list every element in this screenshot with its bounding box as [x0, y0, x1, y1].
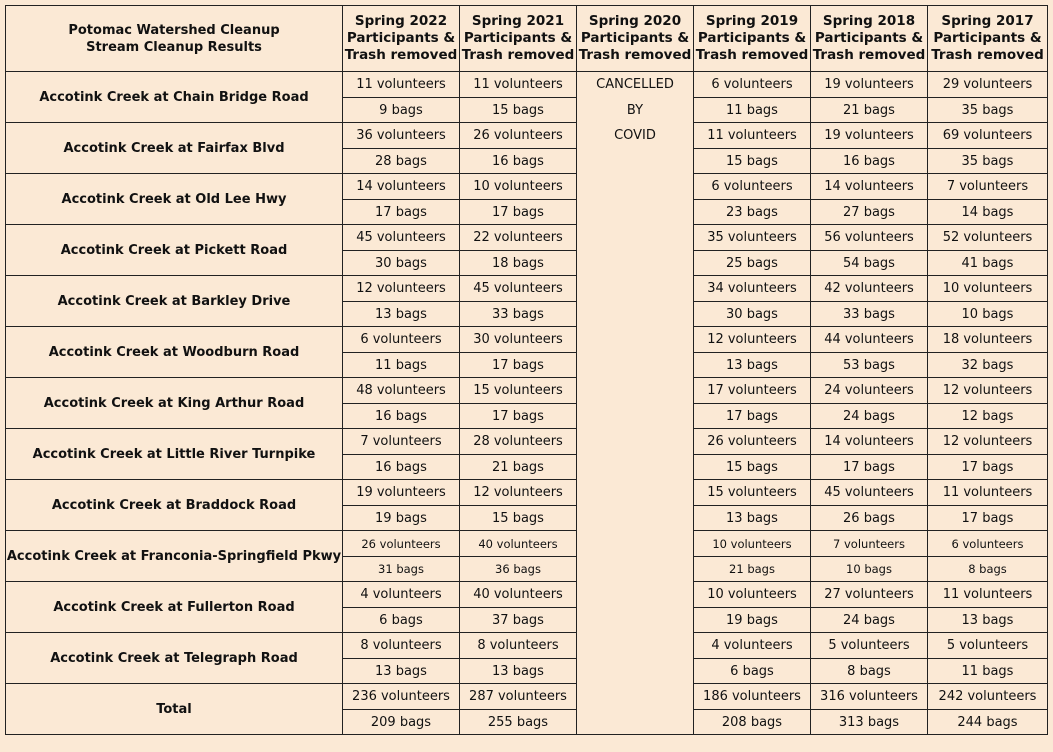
bags-cell: 24 bags: [811, 608, 928, 633]
covid-cell: [577, 531, 694, 557]
bags-cell: 13 bags: [343, 302, 460, 327]
volunteers-cell: 30 volunteers: [460, 327, 577, 353]
volunteers-cell: 11 volunteers: [343, 72, 460, 98]
table-row-volunteers: [6, 123, 1048, 149]
site-name: Accotink Creek at Fullerton Road: [6, 582, 343, 633]
covid-cell: [577, 710, 694, 735]
column-year: Spring 2017: [941, 13, 1034, 29]
volunteers-cell: 4 volunteers: [343, 582, 460, 608]
column-subtitle: Participants &: [463, 30, 573, 46]
volunteers-cell: 44 volunteers: [811, 327, 928, 353]
covid-cell: [577, 608, 694, 633]
volunteers-cell: 7 volunteers: [343, 429, 460, 455]
column-header-spring-2017: [928, 6, 1048, 72]
volunteers-cell: 6 volunteers: [694, 174, 811, 200]
header-row: [6, 6, 1048, 72]
covid-cell: [577, 327, 694, 353]
table-row-volunteers: [6, 633, 1048, 659]
table-row-volunteers: [6, 276, 1048, 302]
bags-cell: 17 bags: [928, 455, 1048, 480]
volunteers-cell: 12 volunteers: [928, 378, 1048, 404]
volunteers-cell: 11 volunteers: [460, 72, 577, 98]
bags-cell: 33 bags: [460, 302, 577, 327]
volunteers-cell: 52 volunteers: [928, 225, 1048, 251]
covid-cell: [577, 251, 694, 276]
volunteers-cell: 15 volunteers: [694, 480, 811, 506]
volunteers-cell: 10 volunteers: [928, 276, 1048, 302]
volunteers-cell: 36 volunteers: [343, 123, 460, 149]
volunteers-cell: 186 volunteers: [694, 684, 811, 710]
volunteers-cell: 12 volunteers: [460, 480, 577, 506]
volunteers-cell: 17 volunteers: [694, 378, 811, 404]
volunteers-cell: 15 volunteers: [460, 378, 577, 404]
bags-cell: 208 bags: [694, 710, 811, 735]
covid-cell: [577, 200, 694, 225]
table-title: [6, 6, 343, 72]
volunteers-cell: 12 volunteers: [928, 429, 1048, 455]
volunteers-cell: 236 volunteers: [343, 684, 460, 710]
bags-cell: 9 bags: [343, 98, 460, 123]
column-header-spring-2022: [343, 6, 460, 72]
bags-cell: 15 bags: [460, 506, 577, 531]
bags-cell: 31 bags: [343, 557, 460, 582]
bags-cell: 13 bags: [928, 608, 1048, 633]
volunteers-cell: 45 volunteers: [460, 276, 577, 302]
bags-cell: 16 bags: [811, 149, 928, 174]
volunteers-cell: 28 volunteers: [460, 429, 577, 455]
table-row-volunteers: [6, 480, 1048, 506]
bags-cell: 21 bags: [460, 455, 577, 480]
bags-cell: 17 bags: [460, 404, 577, 429]
volunteers-cell: 11 volunteers: [928, 480, 1048, 506]
bags-cell: 30 bags: [343, 251, 460, 276]
column-year: Spring 2022: [354, 13, 448, 29]
column-subtitle: Participants &: [933, 30, 1042, 46]
volunteers-cell: 19 volunteers: [811, 123, 928, 149]
volunteers-cell: 7 volunteers: [811, 531, 928, 557]
volunteers-cell: 34 volunteers: [694, 276, 811, 302]
table-body: [6, 72, 1048, 735]
covid-cell: [577, 378, 694, 404]
covid-cell: [577, 684, 694, 710]
column-header-spring-2020: [577, 6, 694, 72]
volunteers-cell: 24 volunteers: [811, 378, 928, 404]
volunteers-cell: 10 volunteers: [460, 174, 577, 200]
covid-cell: [577, 302, 694, 327]
column-year: Spring 2021: [471, 13, 565, 29]
table-row-volunteers: [6, 429, 1048, 455]
volunteers-cell: 11 volunteers: [928, 582, 1048, 608]
title-line-2: Stream Cleanup Results: [86, 39, 262, 55]
bags-cell: 14 bags: [928, 200, 1048, 225]
bags-cell: 23 bags: [694, 200, 811, 225]
covid-cell: [577, 633, 694, 659]
volunteers-cell: 4 volunteers: [694, 633, 811, 659]
covid-cell: [577, 149, 694, 174]
table-row-volunteers: [6, 327, 1048, 353]
table-row-volunteers: [6, 531, 1048, 557]
column-subtitle: Trash removed: [695, 47, 809, 63]
volunteers-cell: 45 volunteers: [811, 480, 928, 506]
column-subtitle: Trash removed: [344, 47, 458, 63]
bags-cell: 15 bags: [694, 149, 811, 174]
bags-cell: 6 bags: [343, 608, 460, 633]
column-subtitle: Trash removed: [578, 47, 692, 63]
bags-cell: 8 bags: [928, 557, 1048, 582]
volunteers-cell: 45 volunteers: [343, 225, 460, 251]
site-name: Accotink Creek at Little River Turnpike: [6, 429, 343, 480]
bags-cell: 255 bags: [460, 710, 577, 735]
bags-cell: 17 bags: [694, 404, 811, 429]
volunteers-cell: 14 volunteers: [343, 174, 460, 200]
covid-cell: [577, 225, 694, 251]
bags-cell: 26 bags: [811, 506, 928, 531]
bags-cell: 8 bags: [811, 659, 928, 684]
covid-note: CANCELLED: [577, 72, 694, 98]
volunteers-cell: 6 volunteers: [343, 327, 460, 353]
bags-cell: 19 bags: [694, 608, 811, 633]
bags-cell: 11 bags: [343, 353, 460, 378]
covid-cell: [577, 480, 694, 506]
total-label: Total: [6, 684, 343, 735]
bags-cell: 16 bags: [343, 455, 460, 480]
volunteers-cell: 35 volunteers: [694, 225, 811, 251]
bags-cell: 13 bags: [694, 506, 811, 531]
volunteers-cell: 11 volunteers: [694, 123, 811, 149]
bags-cell: 21 bags: [811, 98, 928, 123]
covid-note: COVID: [577, 123, 694, 149]
bags-cell: 32 bags: [928, 353, 1048, 378]
bags-cell: 41 bags: [928, 251, 1048, 276]
column-year: Spring 2020: [588, 13, 682, 29]
bags-cell: 16 bags: [343, 404, 460, 429]
volunteers-cell: 22 volunteers: [460, 225, 577, 251]
bags-cell: 16 bags: [460, 149, 577, 174]
site-name: Accotink Creek at Fairfax Blvd: [6, 123, 343, 174]
volunteers-cell: 40 volunteers: [460, 531, 577, 557]
column-subtitle: Participants &: [814, 30, 924, 46]
bags-cell: 13 bags: [343, 659, 460, 684]
site-name: Accotink Creek at Braddock Road: [6, 480, 343, 531]
volunteers-cell: 8 volunteers: [460, 633, 577, 659]
volunteers-cell: 316 volunteers: [811, 684, 928, 710]
volunteers-cell: 5 volunteers: [811, 633, 928, 659]
covid-cell: [577, 582, 694, 608]
bags-cell: 35 bags: [928, 98, 1048, 123]
bags-cell: 10 bags: [928, 302, 1048, 327]
bags-cell: 313 bags: [811, 710, 928, 735]
volunteers-cell: 10 volunteers: [694, 531, 811, 557]
site-name: Accotink Creek at King Arthur Road: [6, 378, 343, 429]
volunteers-cell: 19 volunteers: [343, 480, 460, 506]
column-header-spring-2018: [811, 6, 928, 72]
volunteers-cell: 6 volunteers: [928, 531, 1048, 557]
site-name: Accotink Creek at Barkley Drive: [6, 276, 343, 327]
bags-cell: 17 bags: [811, 455, 928, 480]
column-year: Spring 2019: [705, 13, 799, 29]
volunteers-cell: 42 volunteers: [811, 276, 928, 302]
volunteers-cell: 12 volunteers: [694, 327, 811, 353]
bags-cell: 54 bags: [811, 251, 928, 276]
bags-cell: 6 bags: [694, 659, 811, 684]
total-row-volunteers: [6, 684, 1048, 710]
column-subtitle: Participants &: [697, 30, 807, 46]
table-row-volunteers: [6, 582, 1048, 608]
volunteers-cell: 18 volunteers: [928, 327, 1048, 353]
column-subtitle: Trash removed: [461, 47, 575, 63]
bags-cell: 15 bags: [460, 98, 577, 123]
bags-cell: 17 bags: [343, 200, 460, 225]
covid-cell: [577, 276, 694, 302]
volunteers-cell: 10 volunteers: [694, 582, 811, 608]
site-name: Accotink Creek at Old Lee Hwy: [6, 174, 343, 225]
volunteers-cell: 12 volunteers: [343, 276, 460, 302]
covid-cell: [577, 506, 694, 531]
volunteers-cell: 27 volunteers: [811, 582, 928, 608]
bags-cell: 37 bags: [460, 608, 577, 633]
column-subtitle: Participants &: [580, 30, 690, 46]
volunteers-cell: 242 volunteers: [928, 684, 1048, 710]
volunteers-cell: 26 volunteers: [460, 123, 577, 149]
volunteers-cell: 7 volunteers: [928, 174, 1048, 200]
cleanup-results-table: [5, 5, 1048, 735]
table-row-volunteers: [6, 72, 1048, 98]
bags-cell: 13 bags: [694, 353, 811, 378]
title-line-1: Potomac Watershed Cleanup: [68, 22, 280, 38]
site-name: Accotink Creek at Chain Bridge Road: [6, 72, 343, 123]
volunteers-cell: 26 volunteers: [694, 429, 811, 455]
column-year: Spring 2018: [822, 13, 916, 29]
bags-cell: 53 bags: [811, 353, 928, 378]
bags-cell: 12 bags: [928, 404, 1048, 429]
column-subtitle: Trash removed: [931, 47, 1044, 63]
covid-cell: [577, 557, 694, 582]
bags-cell: 11 bags: [694, 98, 811, 123]
site-name: Accotink Creek at Woodburn Road: [6, 327, 343, 378]
bags-cell: 19 bags: [343, 506, 460, 531]
bags-cell: 17 bags: [460, 200, 577, 225]
site-name: Accotink Creek at Pickett Road: [6, 225, 343, 276]
bags-cell: 28 bags: [343, 149, 460, 174]
volunteers-cell: 40 volunteers: [460, 582, 577, 608]
site-name: Accotink Creek at Telegraph Road: [6, 633, 343, 684]
covid-note: BY: [577, 98, 694, 123]
covid-cell: [577, 353, 694, 378]
bags-cell: 10 bags: [811, 557, 928, 582]
table-row-volunteers: [6, 174, 1048, 200]
covid-cell: [577, 659, 694, 684]
volunteers-cell: 287 volunteers: [460, 684, 577, 710]
covid-cell: [577, 404, 694, 429]
bags-cell: 27 bags: [811, 200, 928, 225]
bags-cell: 36 bags: [460, 557, 577, 582]
bags-cell: 18 bags: [460, 251, 577, 276]
column-header-spring-2021: [460, 6, 577, 72]
bags-cell: 17 bags: [928, 506, 1048, 531]
bags-cell: 25 bags: [694, 251, 811, 276]
site-name: Accotink Creek at Franconia-Springfield Pkwy: [6, 531, 343, 582]
bags-cell: 17 bags: [460, 353, 577, 378]
volunteers-cell: 26 volunteers: [343, 531, 460, 557]
table-row-volunteers: [6, 225, 1048, 251]
bags-cell: 11 bags: [928, 659, 1048, 684]
covid-cell: [577, 429, 694, 455]
volunteers-cell: 14 volunteers: [811, 429, 928, 455]
covid-cell: [577, 174, 694, 200]
column-header-spring-2019: [694, 6, 811, 72]
bags-cell: 209 bags: [343, 710, 460, 735]
volunteers-cell: 29 volunteers: [928, 72, 1048, 98]
bags-cell: 30 bags: [694, 302, 811, 327]
bags-cell: 24 bags: [811, 404, 928, 429]
volunteers-cell: 48 volunteers: [343, 378, 460, 404]
bags-cell: 15 bags: [694, 455, 811, 480]
column-subtitle: Participants &: [346, 30, 456, 46]
bags-cell: 244 bags: [928, 710, 1048, 735]
volunteers-cell: 69 volunteers: [928, 123, 1048, 149]
volunteers-cell: 6 volunteers: [694, 72, 811, 98]
bags-cell: 35 bags: [928, 149, 1048, 174]
volunteers-cell: 19 volunteers: [811, 72, 928, 98]
bags-cell: 13 bags: [460, 659, 577, 684]
covid-cell: [577, 455, 694, 480]
bags-cell: 33 bags: [811, 302, 928, 327]
volunteers-cell: 5 volunteers: [928, 633, 1048, 659]
column-subtitle: Trash removed: [812, 47, 926, 63]
volunteers-cell: 8 volunteers: [343, 633, 460, 659]
volunteers-cell: 14 volunteers: [811, 174, 928, 200]
bags-cell: 21 bags: [694, 557, 811, 582]
table-row-volunteers: [6, 378, 1048, 404]
volunteers-cell: 56 volunteers: [811, 225, 928, 251]
